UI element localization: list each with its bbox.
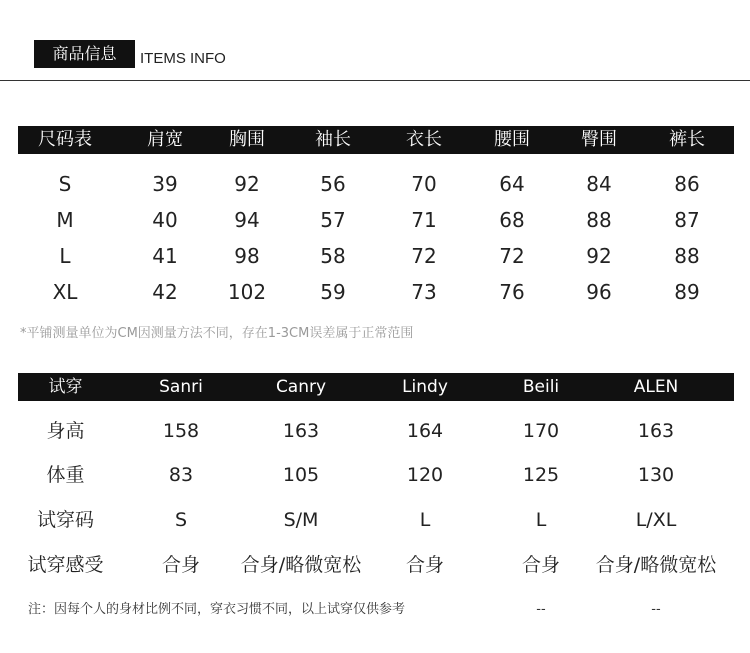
size-table-note: *平铺测量单位为CM因测量方法不同，存在1-3CM误差属于正常范围	[20, 326, 414, 341]
fitting-cell: 体重	[46, 464, 85, 486]
size-table-row	[18, 277, 734, 307]
size-cell: 94	[234, 208, 260, 232]
fitting-header-cell: ALEN	[633, 377, 679, 397]
fitting-cell: L/XL	[635, 509, 677, 531]
size-cell: 88	[586, 208, 612, 232]
fitting-cell: 身高	[46, 420, 85, 442]
size-cell: 56	[320, 172, 346, 196]
size-cell: 73	[411, 280, 437, 304]
size-cell: 72	[499, 244, 525, 268]
fitting-cell: 130	[637, 464, 675, 486]
fitting-cell: 试穿码	[36, 509, 94, 531]
fitting-cell: 120	[406, 464, 444, 486]
fitting-cell: 164	[406, 420, 444, 442]
fitting-header-cell: 试穿	[48, 377, 83, 397]
fitting-cell: 合身	[521, 554, 560, 576]
size-table-header	[18, 126, 734, 154]
size-table-row	[18, 205, 734, 235]
fitting-cell: 163	[282, 420, 320, 442]
size-cell: 92	[586, 244, 612, 268]
fitting-table-row	[18, 416, 734, 446]
size-cell: 92	[234, 172, 260, 196]
fitting-cell: 170	[522, 420, 560, 442]
size-cell: 84	[586, 172, 612, 196]
size-cell: 42	[152, 280, 178, 304]
fitting-note-dash: --	[536, 602, 546, 617]
fitting-cell: 158	[162, 420, 200, 442]
fitting-table-note-row	[18, 595, 734, 625]
size-cell: 41	[152, 244, 178, 268]
size-cell: 102	[227, 280, 267, 304]
size-cell: 70	[411, 172, 437, 196]
fitting-cell: 合身/略微宽松	[240, 554, 362, 576]
fitting-header-cell: Beili	[522, 377, 560, 397]
fitting-cell: 125	[522, 464, 560, 486]
fitting-header-cell: Lindy	[402, 377, 448, 397]
fitting-cell: 163	[637, 420, 675, 442]
size-cell: 96	[586, 280, 612, 304]
section-title-tag: 商品信息	[34, 40, 135, 68]
size-cell: 58	[320, 244, 346, 268]
fitting-cell: S/M	[283, 509, 319, 531]
size-cell: S	[58, 172, 72, 196]
size-cell: 59	[320, 280, 346, 304]
size-cell: 40	[152, 208, 178, 232]
size-cell: 71	[411, 208, 437, 232]
size-cell: 89	[674, 280, 700, 304]
fitting-cell: 83	[168, 464, 194, 486]
size-cell: 68	[499, 208, 525, 232]
size-cell: 72	[411, 244, 437, 268]
fitting-cell: L	[535, 509, 547, 531]
size-cell: 64	[499, 172, 525, 196]
fitting-cell: 试穿感受	[27, 554, 104, 576]
fitting-cell: 合身	[405, 554, 444, 576]
header-divider	[0, 80, 750, 81]
fitting-table-row	[18, 550, 734, 580]
size-header-cell: 衣长	[406, 129, 442, 150]
size-header-cell: 肩宽	[147, 129, 183, 150]
size-cell: XL	[52, 280, 78, 304]
fitting-cell: 105	[282, 464, 320, 486]
fitting-table-row	[18, 505, 734, 535]
fitting-header-cell: Sanri	[159, 377, 203, 397]
fitting-table-note: 注：因每个人的身材比例不同，穿衣习惯不同，以上试穿仅供参考	[28, 602, 406, 617]
size-cell: 57	[320, 208, 346, 232]
size-cell: 98	[234, 244, 260, 268]
fitting-cell: S	[174, 509, 188, 531]
size-cell: 87	[674, 208, 700, 232]
fitting-header-cell: Canry	[275, 377, 327, 397]
size-table-row	[18, 241, 734, 271]
size-header-cell: 袖长	[315, 129, 351, 150]
size-cell: 88	[674, 244, 700, 268]
size-header-cell: 腰围	[494, 129, 530, 150]
size-cell: 86	[674, 172, 700, 196]
fitting-note-dash: --	[651, 602, 661, 617]
size-cell: L	[59, 244, 71, 268]
size-table-row	[18, 169, 734, 199]
size-cell: 39	[152, 172, 178, 196]
fitting-cell: 合身	[161, 554, 200, 576]
fitting-cell: 合身/略微宽松	[595, 554, 717, 576]
fitting-cell: L	[419, 509, 431, 531]
fitting-table-header	[18, 373, 734, 401]
size-header-cell: 胸围	[229, 129, 265, 150]
size-cell: M	[56, 208, 74, 232]
size-header-cell: 臀围	[581, 129, 617, 150]
size-cell: 76	[499, 280, 525, 304]
fitting-table-row	[18, 460, 734, 490]
size-header-cell: 裤长	[669, 129, 705, 150]
size-header-cell: 尺码表	[38, 129, 92, 150]
section-subtitle: ITEMS INFO	[140, 50, 226, 67]
